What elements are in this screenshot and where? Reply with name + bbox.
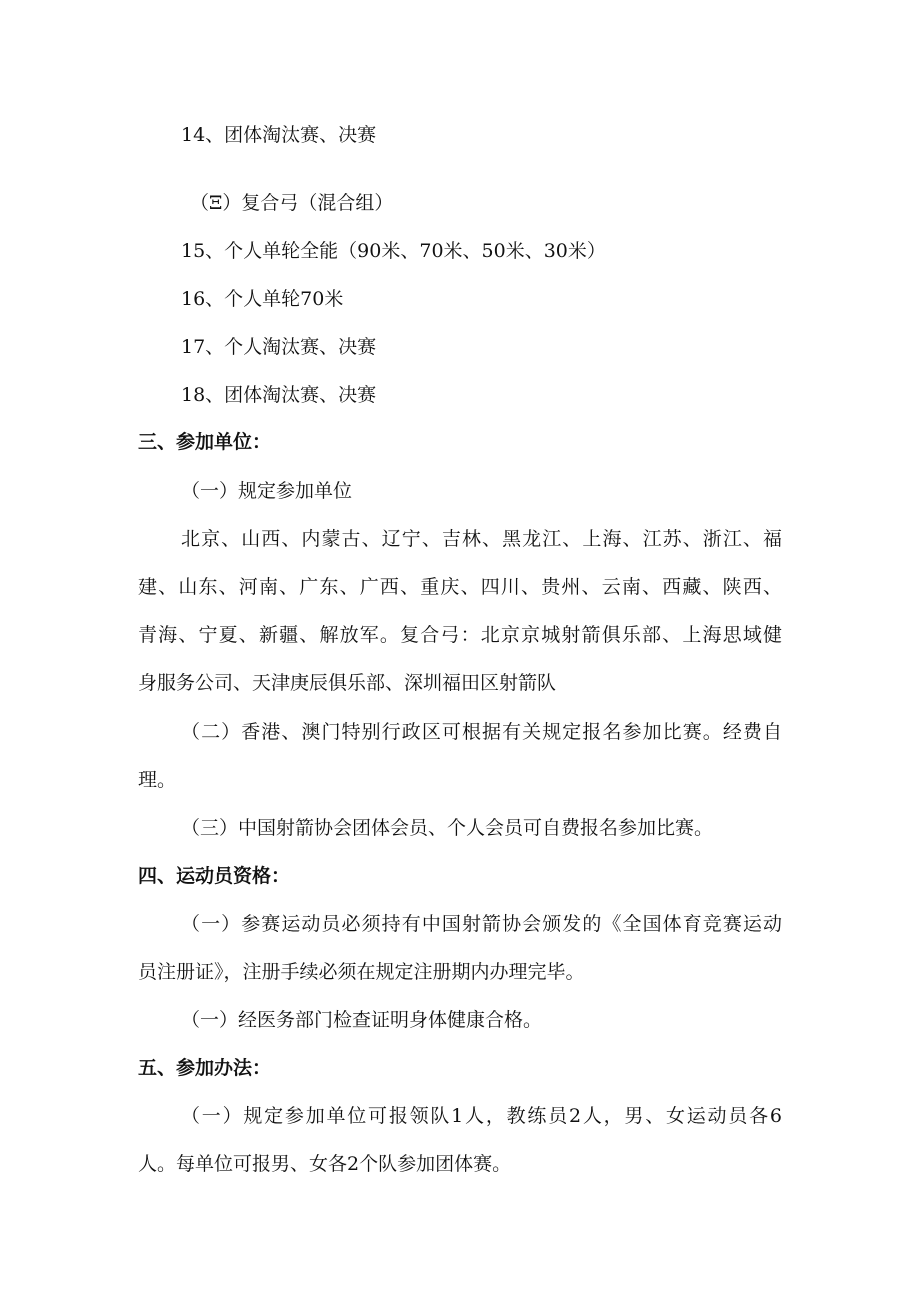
event-item-16: 16、个人单轮70米 [181,288,344,310]
event-item-14: 14、团体淘汰赛、决赛 [181,124,377,146]
event-item-17: 17、个人淘汰赛、决赛 [181,336,377,358]
paragraph-line: （一）经医务部门检查证明身体健康合格。 [181,1009,543,1031]
event-item-18: 18、团体淘汰赛、决赛 [181,384,377,406]
paragraph-line: 人。每单位可报男、女各2个队参加团体赛。 [138,1153,512,1175]
paragraph-line: 身服务公司、天津庚辰俱乐部、深圳福田区射箭队 [138,672,557,694]
event-item-15: 15、个人单轮全能（90米、70米、50米、30米） [181,240,606,262]
heading-participating-units: 三、参加单位： [138,431,272,453]
paragraph-line: 理。 [138,769,177,791]
subheading-designated-units: （一）规定参加单位 [181,480,353,502]
paragraph-line: 青海、宁夏、新疆、解放军。复合弓：北京京城射箭俱乐部、上海思域健 [138,624,782,646]
heading-athlete-eligibility: 四、运动员资格： [138,865,291,887]
paragraph-line: （三）中国射箭协会团体会员、个人会员可自费报名参加比赛。 [181,817,714,839]
heading-participation-method: 五、参加办法： [138,1057,272,1079]
section-header-compound-mixed: （Ξ）复合弓（混合组） [190,192,394,214]
paragraph-line: （二）香港、澳门特别行政区可根据有关规定报名参加比赛。经费自 [181,721,782,743]
paragraph-line: 北京、山西、内蒙古、辽宁、吉林、黑龙江、上海、江苏、浙江、福 [181,528,782,550]
paragraph-line: （一）规定参加单位可报领队1人，教练员2人，男、女运动员各6 [181,1105,782,1127]
paragraph-line: 建、山东、河南、广东、广西、重庆、四川、贵州、云南、西藏、陕西、 [138,576,782,598]
paragraph-line: 员注册证》，注册手续必须在规定注册期内办理完毕。 [138,961,585,983]
paragraph-line: （一）参赛运动员必须持有中国射箭协会颁发的《全国体育竞赛运动 [181,913,782,935]
